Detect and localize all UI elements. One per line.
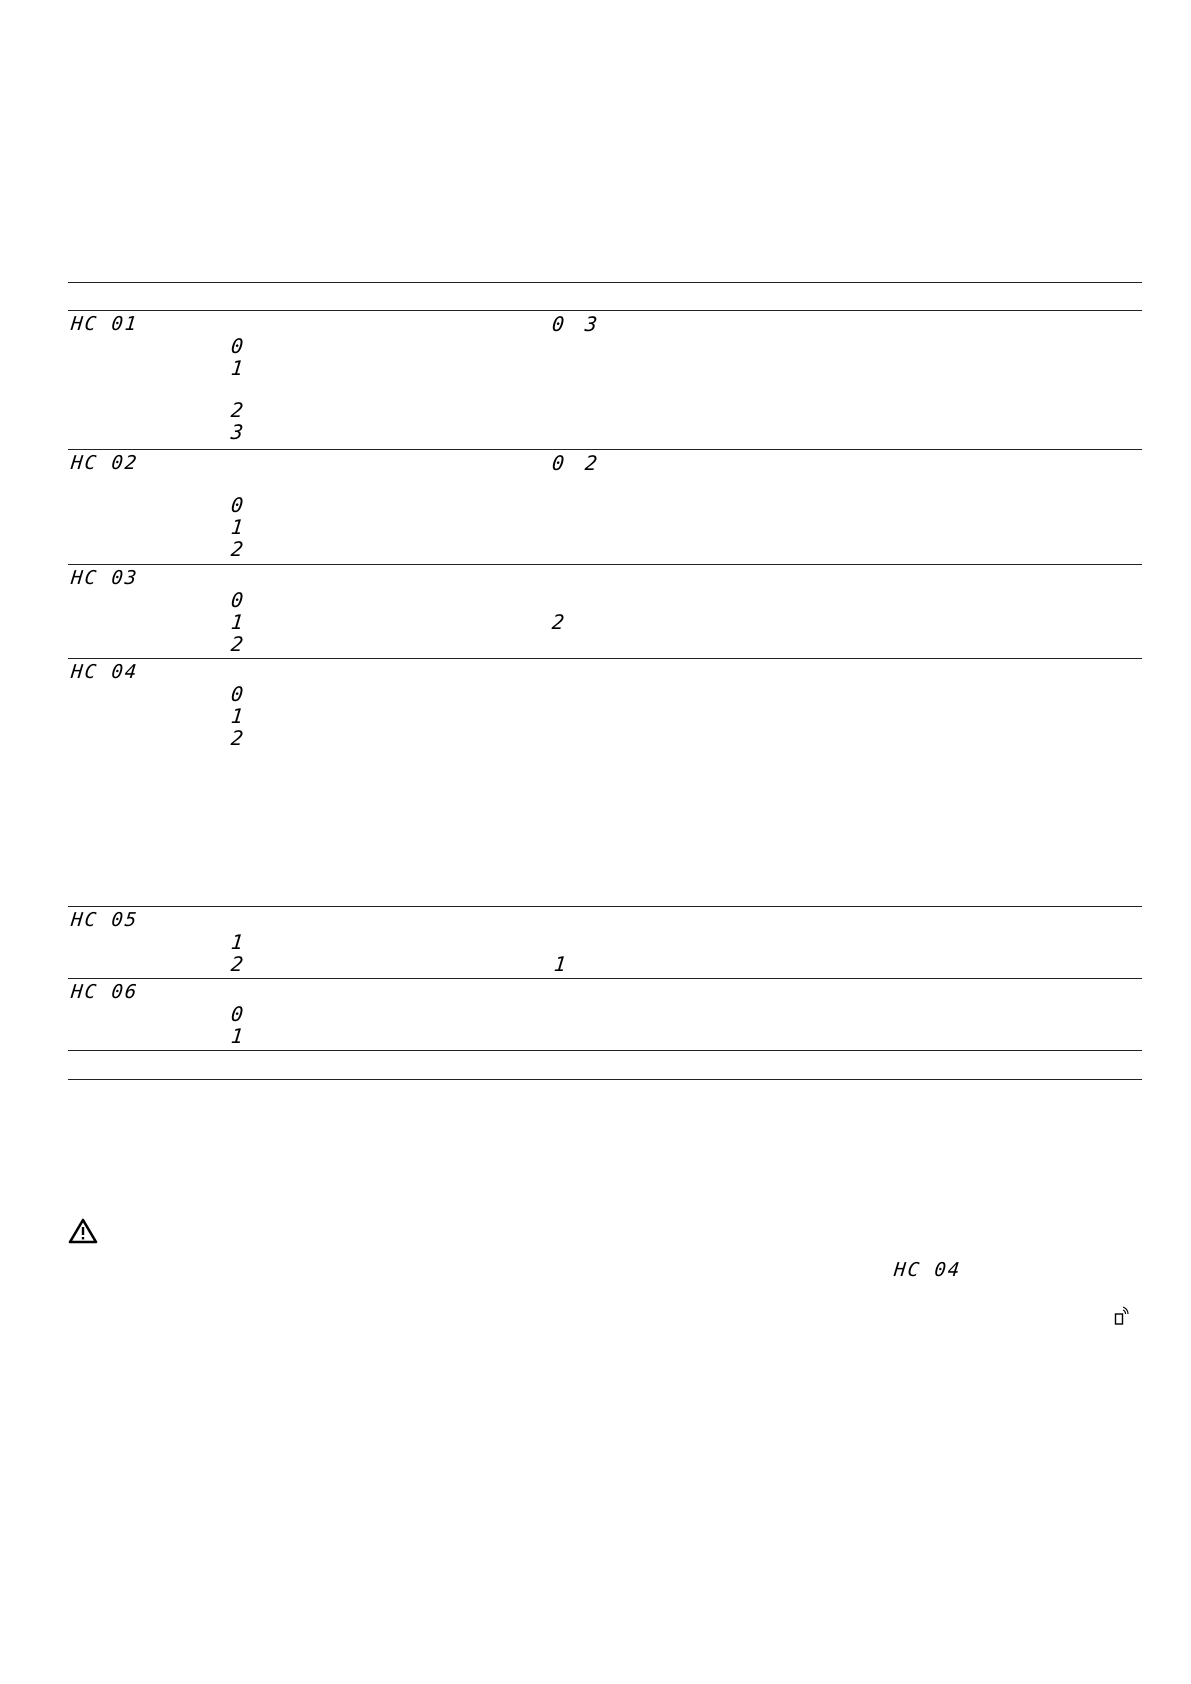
option-value: 1 xyxy=(229,515,245,539)
warning-triangle-icon xyxy=(68,1218,98,1244)
option-value: 1 xyxy=(229,356,245,380)
setting-code: HC 05 xyxy=(70,909,140,931)
warning-setting-code: HC 04 xyxy=(893,1259,963,1281)
option-value: 0 xyxy=(229,682,245,706)
setting-code: HC 06 xyxy=(70,981,140,1003)
option-value: 0 xyxy=(229,493,245,517)
option-value: 1 xyxy=(229,610,245,634)
range-max: 3 xyxy=(583,312,599,336)
table-top-rule xyxy=(68,282,1142,283)
setting-code: HC 04 xyxy=(70,661,140,683)
note-value: 2 xyxy=(550,610,566,634)
option-value: 1 xyxy=(229,930,245,954)
option-value: 0 xyxy=(229,1002,245,1026)
option-value: 2 xyxy=(229,952,245,976)
setting-code: HC 03 xyxy=(70,567,140,589)
table-header-rule xyxy=(68,310,1142,311)
range-max: 2 xyxy=(583,451,599,475)
row-divider xyxy=(68,906,1142,907)
option-value: 3 xyxy=(229,420,245,444)
table-end-rule xyxy=(68,1079,1142,1080)
setting-code: HC 02 xyxy=(70,452,140,474)
range-min: 0 xyxy=(550,451,566,475)
row-divider xyxy=(68,449,1142,450)
note-value: 1 xyxy=(552,952,568,976)
option-value: 2 xyxy=(229,398,245,422)
remote-connect-icon xyxy=(1114,1305,1132,1327)
row-divider xyxy=(68,658,1142,659)
option-value: 1 xyxy=(229,704,245,728)
option-value: 2 xyxy=(229,726,245,750)
setting-code: HC 01 xyxy=(70,313,140,335)
option-value: 0 xyxy=(229,334,245,358)
option-value: 2 xyxy=(229,537,245,561)
range-min: 0 xyxy=(550,312,566,336)
row-divider xyxy=(68,564,1142,565)
option-value: 2 xyxy=(229,632,245,656)
option-value: 1 xyxy=(229,1024,245,1048)
row-divider xyxy=(68,978,1142,979)
table-bottom-rule xyxy=(68,1050,1142,1051)
option-value: 0 xyxy=(229,588,245,612)
